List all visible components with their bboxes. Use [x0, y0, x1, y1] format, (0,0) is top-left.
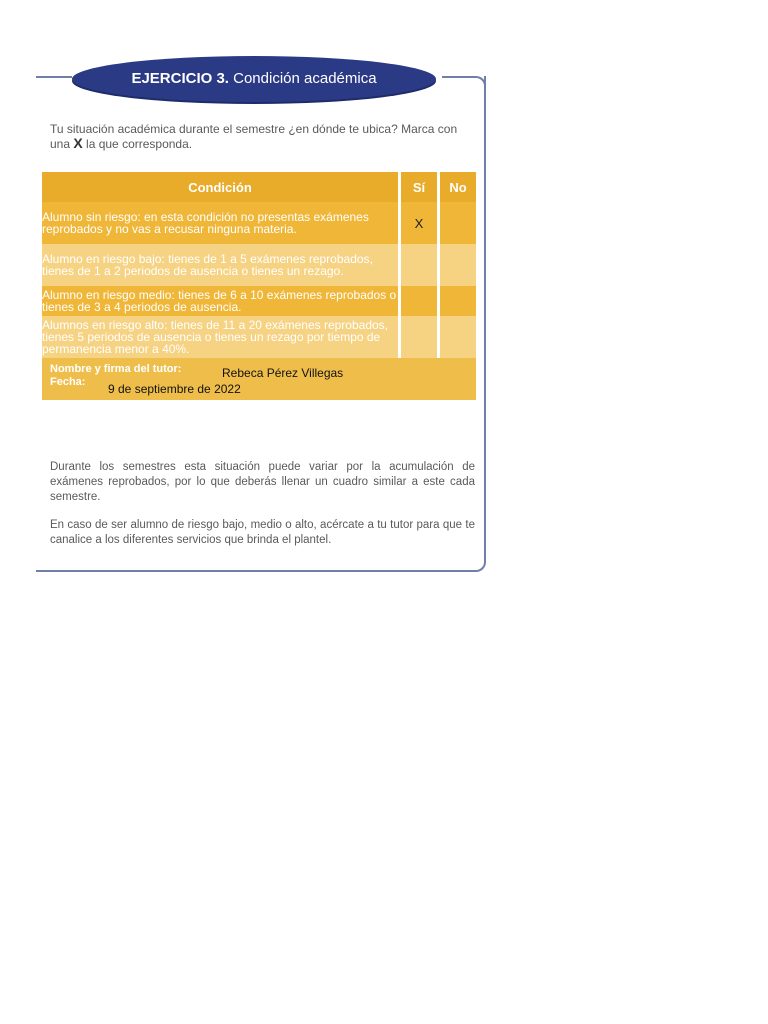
exercise-title — [72, 56, 436, 102]
footer-cell — [42, 358, 476, 400]
table-footer-row — [42, 358, 476, 400]
table-row — [42, 244, 476, 286]
intro-before: Tu situación académica durante el semestre ¿en dónde te ubica? Marca con una — [50, 122, 458, 151]
table-header-row — [42, 172, 476, 202]
condition-cell: Alumno en riesgo medio: tienes de 6 a 10 exámenes reprobados o tienes de 3 a 4 periodos de ausencia. — [42, 286, 400, 316]
header-yes: Sí — [400, 172, 439, 202]
frame-bottom-left — [36, 570, 66, 572]
header-condition: Condición — [42, 172, 400, 202]
table-row — [42, 202, 476, 244]
condition-cell: Alumnos en riesgo alto: tienes de 11 a 20 exámenes reprobados, tienes 5 periodos de ausencia o tienes un rezago por tiempo de permanencia menor a 40%. — [42, 316, 400, 358]
intro-after: la que corresponda. — [82, 137, 193, 151]
paragraph-1: Durante los semestres esta situación puede variar por la acumulación de exámenes reprobados, por lo que deberás llenar un cuadro similar a este cada semestre. — [50, 461, 475, 503]
paragraph-2: En caso de ser alumno de riesgo bajo, medio o alto, acércate a tu tutor para que te canalice a los diferentes servicios que brinda el plantel. — [50, 519, 475, 546]
yes-cell[interactable] — [400, 286, 439, 316]
yes-cell[interactable] — [400, 244, 439, 286]
intro-text — [50, 122, 475, 151]
table-row — [42, 286, 476, 316]
condition-cell: Alumno en riesgo bajo: tienes de 1 a 5 exámenes reprobados, tienes de 1 a 2 periodos de ausencia o tienes un rezago. — [42, 244, 400, 286]
table-row — [42, 316, 476, 358]
header-no: No — [439, 172, 477, 202]
date-label: Fecha: — [50, 376, 86, 388]
condition-table — [42, 172, 476, 400]
no-cell[interactable] — [439, 316, 477, 358]
exercise-title-rest: Condición académica — [228, 70, 377, 87]
exercise-title-bold: EJERCICIO 3. — [131, 70, 229, 87]
tutor-label: Nombre y firma del tutor: — [50, 363, 182, 375]
date-value[interactable]: 9 de septiembre de 2022 — [108, 382, 241, 396]
frame-top-left — [36, 76, 72, 78]
no-cell[interactable] — [439, 202, 477, 244]
yes-cell[interactable] — [400, 316, 439, 358]
no-cell[interactable] — [439, 244, 477, 286]
intro-x-mark: X — [73, 135, 83, 151]
condition-cell: Alumno sin riesgo: en esta condición no presentas exámenes reprobados y no vas a recusar ninguna materia. — [42, 202, 400, 244]
tutor-name[interactable]: Rebeca Pérez Villegas — [222, 366, 344, 380]
yes-cell[interactable]: X — [400, 202, 439, 244]
frame-top-right — [442, 76, 486, 92]
no-cell[interactable] — [439, 286, 477, 316]
